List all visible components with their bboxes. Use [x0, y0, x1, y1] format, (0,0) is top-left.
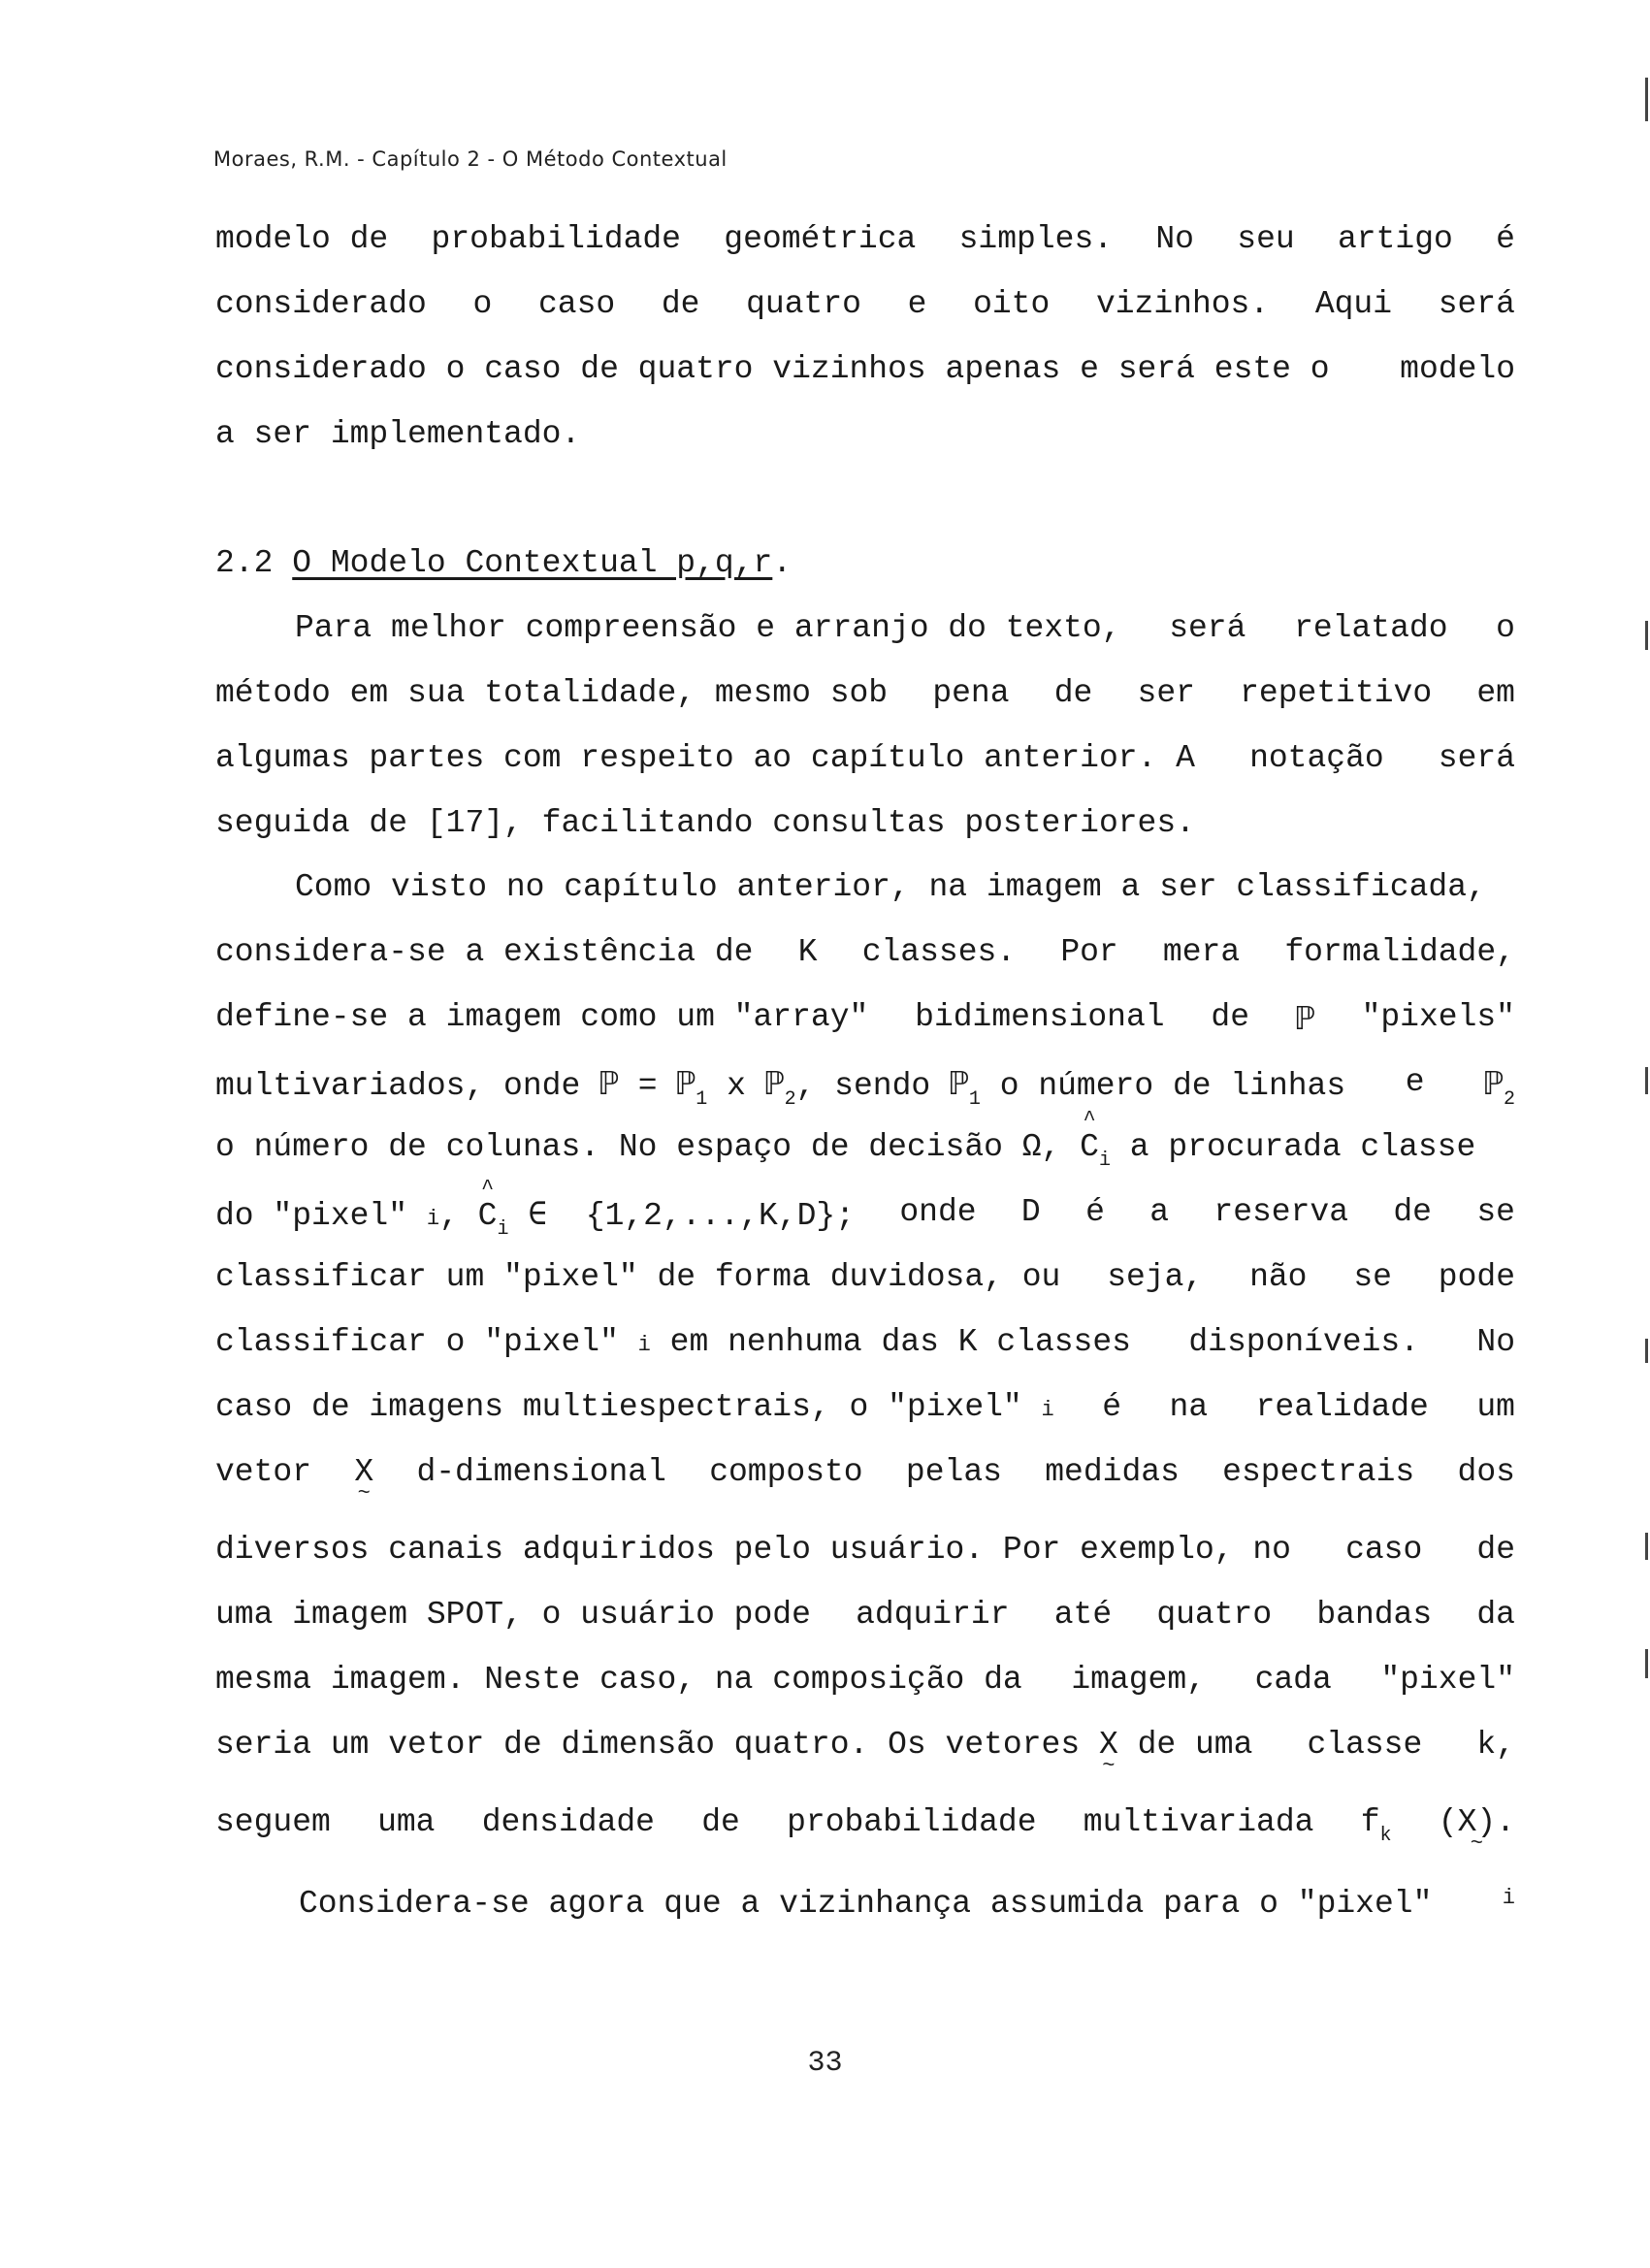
formula-segment — [215, 1064, 1345, 1111]
word: pena — [932, 675, 1010, 711]
word: pelas — [905, 1454, 1002, 1490]
word: em — [1476, 675, 1515, 711]
formula-segment — [215, 1324, 1131, 1360]
word: seu — [1237, 221, 1295, 257]
c-hat-symbol: ^ C — [478, 1198, 498, 1234]
text: classificar o "pixel" — [215, 1324, 638, 1360]
word: No — [1476, 1324, 1515, 1360]
word: bandas — [1316, 1597, 1433, 1633]
word: seja, — [1107, 1259, 1204, 1295]
word: até — [1053, 1597, 1113, 1633]
word: realidade — [1255, 1389, 1429, 1425]
word: será — [1438, 286, 1515, 322]
text: = — [618, 1068, 677, 1104]
text-line — [215, 934, 1515, 970]
text-line — [299, 1886, 1515, 1922]
vector-x-symbol: X ~ — [354, 1454, 373, 1490]
text-line: Como visto no capítulo anterior, na imagem a ser classificada, — [295, 869, 1486, 905]
text-line — [215, 221, 1515, 257]
word: quatro — [746, 286, 861, 322]
text: o número de colunas. No espaço de decisão Ω, — [215, 1129, 1081, 1165]
section-title-end: . — [772, 545, 793, 581]
text: seria um vetor de dimensão quatro. Os vetores — [215, 1727, 1099, 1763]
word: d-dimensional — [416, 1454, 666, 1490]
text: ∈ — [508, 1198, 586, 1234]
word: medidas — [1045, 1454, 1180, 1490]
symbol-n: ℙ — [950, 1068, 969, 1104]
text-line — [215, 999, 1515, 1039]
word: probabilidade — [431, 221, 681, 257]
word: de — [701, 1804, 740, 1840]
text-line — [215, 1454, 1515, 1490]
formula-segment — [215, 1727, 1252, 1763]
text-line — [215, 1324, 1515, 1360]
word: considerado o caso de quatro vizinhos apenas e será este o — [215, 351, 1330, 387]
text-line: seguida de [17], facilitando consultas posteriores. — [215, 805, 1195, 841]
scan-edge-mark — [1645, 78, 1648, 121]
word: o — [1496, 610, 1515, 646]
text-line — [215, 1727, 1515, 1763]
text-line — [295, 610, 1515, 646]
word: Por — [1060, 934, 1118, 970]
section-number: 2.2 — [215, 545, 274, 581]
text-line — [215, 1597, 1515, 1633]
text-line — [215, 675, 1515, 711]
subscript: 1 — [696, 1088, 708, 1111]
word: ser — [1137, 675, 1195, 711]
word: modelo — [1400, 351, 1515, 387]
word: No — [1155, 221, 1194, 257]
word: define-se a imagem como um "array" — [215, 999, 869, 1035]
word: formalidade, — [1284, 934, 1515, 970]
vector-x-symbol: X ~ — [1099, 1727, 1118, 1763]
page-number: 33 — [807, 2047, 843, 2080]
word: da — [1476, 1597, 1515, 1633]
word: artigo — [1337, 221, 1453, 257]
word: de — [1211, 999, 1250, 1035]
word: na — [1169, 1389, 1209, 1425]
text: , — [439, 1198, 478, 1234]
word: de — [1476, 1532, 1515, 1568]
word: k, — [1476, 1727, 1515, 1763]
text-line — [215, 351, 1515, 387]
word: espectrais — [1222, 1454, 1415, 1490]
c-hat-symbol: ^ C — [1080, 1129, 1099, 1165]
symbol-n: ℙ — [1295, 1003, 1315, 1039]
symbol-f: f — [1360, 1804, 1380, 1840]
text: , sendo — [795, 1068, 951, 1104]
text-line — [215, 1064, 1515, 1111]
scan-edge-mark — [1645, 1649, 1648, 1678]
word: imagem, — [1071, 1662, 1206, 1698]
text-line — [215, 286, 1515, 322]
word: e — [1405, 1064, 1425, 1100]
word: será — [1438, 740, 1515, 776]
word: modelo de — [215, 221, 389, 257]
symbol-n: ℙ — [676, 1068, 696, 1104]
text: a procurada classe — [1110, 1129, 1476, 1165]
word: cada — [1254, 1662, 1332, 1698]
formula-segment — [215, 1389, 1054, 1425]
text: Considera-se agora que a vizinhança assumida para o "pixel" — [299, 1886, 1433, 1922]
word: pode — [1438, 1259, 1515, 1295]
formula-segment — [1484, 1064, 1515, 1111]
word: bidimensional — [915, 999, 1165, 1035]
subscript: i — [497, 1218, 509, 1241]
text: em nenhuma das K classes — [650, 1324, 1131, 1360]
formula-segment — [215, 1194, 855, 1241]
symbol-n: ℙ — [764, 1068, 785, 1104]
word: "pixels" — [1361, 999, 1515, 1035]
word: repetitivo — [1240, 675, 1433, 711]
subscript: 2 — [784, 1088, 796, 1111]
word: quatro — [1156, 1597, 1273, 1633]
text: {1,2,...,K,D}; — [585, 1198, 856, 1234]
word: um — [1476, 1389, 1515, 1425]
word: caso — [1345, 1532, 1423, 1568]
subscript: k — [1379, 1825, 1392, 1847]
word: seguem — [215, 1804, 331, 1840]
word: Para melhor compreensão e arranjo do texto, — [295, 610, 1121, 646]
scan-edge-mark — [1645, 621, 1648, 650]
word: considera-se a existência de — [215, 934, 754, 970]
word: não — [1249, 1259, 1308, 1295]
word: método em sua totalidade, mesmo sob — [215, 675, 889, 711]
word: de — [661, 286, 700, 322]
word: dos — [1457, 1454, 1515, 1490]
subscript: 1 — [968, 1088, 981, 1111]
word: considerado — [215, 286, 427, 322]
word: probabilidade — [787, 1804, 1037, 1840]
word: mera — [1162, 934, 1241, 970]
section-title: O Modelo Contextual p,q,r — [292, 545, 773, 581]
symbol-n: ℙ — [1484, 1068, 1504, 1104]
word: é — [1085, 1194, 1105, 1230]
word: vizinhos. — [1095, 286, 1270, 322]
word: uma — [377, 1804, 436, 1840]
text-line — [215, 1194, 1515, 1241]
word: é — [1496, 221, 1515, 257]
text-line — [215, 1129, 1475, 1172]
text-line — [215, 1662, 1515, 1698]
word: Aqui — [1314, 286, 1393, 322]
vector-x-symbol: (X). ~ — [1439, 1804, 1515, 1847]
word: composto — [709, 1454, 863, 1490]
word: "pixel" — [1380, 1662, 1515, 1698]
subscript: 2 — [1503, 1088, 1515, 1111]
symbol-i: i — [1041, 1398, 1054, 1422]
word: reserva — [1213, 1194, 1349, 1230]
text: o número de linhas — [980, 1068, 1346, 1104]
symbol-i: i — [1502, 1886, 1515, 1910]
word: caso — [537, 286, 616, 322]
section-heading — [215, 545, 792, 581]
symbol-i: i — [426, 1207, 440, 1231]
word: algumas partes com respeito ao capítulo anterior. A — [215, 740, 1195, 776]
word: densidade — [481, 1804, 655, 1840]
word: adquirir — [856, 1597, 1010, 1633]
word: de — [1393, 1194, 1432, 1230]
word: simples. — [958, 221, 1114, 257]
running-header: Moraes, R.M. - Capítulo 2 - O Método Contextual — [213, 147, 728, 171]
text-line — [215, 1389, 1515, 1425]
scan-edge-mark — [1645, 1533, 1648, 1560]
word: classe — [1307, 1727, 1423, 1763]
scan-edge-mark — [1645, 1067, 1648, 1094]
text: x — [707, 1068, 765, 1104]
symbol-i: i — [637, 1333, 651, 1357]
word: é — [1102, 1389, 1122, 1425]
word: onde — [899, 1194, 977, 1230]
formula-segment — [1361, 1804, 1392, 1847]
word: geométrica — [724, 221, 917, 257]
word: classes. — [861, 934, 1017, 970]
word: classificar um "pixel" de forma duvidosa, ou — [215, 1259, 1061, 1295]
word: disponíveis. — [1188, 1324, 1419, 1360]
word: uma imagem SPOT, o usuário pode — [215, 1597, 811, 1633]
word: se — [1353, 1259, 1392, 1295]
text-line — [215, 1804, 1515, 1847]
word: mesma imagem. Neste caso, na composição da — [215, 1662, 1022, 1698]
symbol-n: ℙ — [599, 1068, 619, 1104]
text-line — [215, 1532, 1515, 1568]
word: notação — [1249, 740, 1384, 776]
word: será — [1169, 610, 1246, 646]
word: se — [1476, 1194, 1515, 1230]
text-line: a ser implementado. — [215, 416, 581, 452]
word: K — [797, 934, 818, 970]
word: diversos canais adquiridos pelo usuário. Por exemplo, no — [215, 1532, 1291, 1568]
text: do "pixel" — [215, 1198, 427, 1234]
text: multivariados, onde — [215, 1068, 600, 1104]
word: oito — [973, 286, 1051, 322]
text: caso de imagens multiespectrais, o "pixel" — [215, 1389, 1042, 1425]
word: o — [472, 286, 493, 322]
word: e — [907, 286, 927, 322]
text-line — [215, 740, 1515, 776]
scan-edge-mark — [1645, 1339, 1648, 1363]
word: vetor — [215, 1454, 312, 1490]
word: a — [1149, 1194, 1170, 1230]
text: de uma — [1117, 1727, 1253, 1763]
word: multivariada — [1083, 1804, 1314, 1840]
subscript: i — [1098, 1150, 1111, 1172]
text-line — [215, 1259, 1515, 1295]
word: de — [1053, 675, 1093, 711]
word: D — [1020, 1194, 1041, 1230]
word: relatado — [1294, 610, 1448, 646]
